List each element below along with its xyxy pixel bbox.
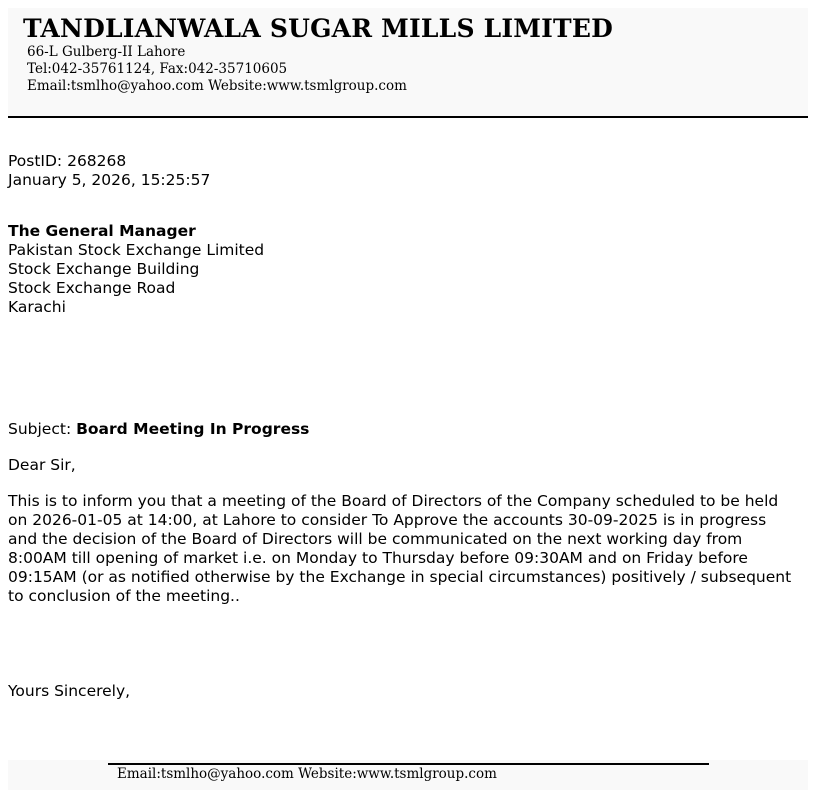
subject-line [8,420,309,439]
footer-contact: Email:tsmlho@yahoo.com Website:www.tsmlgroup.com [117,766,497,782]
addressee-block [8,222,264,317]
salutation: Dear Sir, [8,456,76,474]
header-divider [8,116,808,118]
company-address: 66-L Gulberg-II Lahore [27,44,186,60]
addressee-title: The General Manager [8,222,196,240]
letterhead [8,8,808,116]
company-email-website: Email:tsmlho@yahoo.com Website:www.tsmlgroup.com [27,78,407,94]
addressee-organization: Pakistan Stock Exchange Limited [8,241,265,259]
company-name: TANDLIANWALA SUGAR MILLS LIMITED [23,14,613,43]
addressee-building: Stock Exchange Building [8,260,200,278]
addressee-road: Stock Exchange Road [8,279,176,297]
post-id: PostID: 268268 [8,152,127,170]
subject-text: Board Meeting In Progress [76,420,310,438]
addressee-city: Karachi [8,298,66,316]
footer-divider [108,763,709,765]
post-datetime: January 5, 2026, 15:25:57 [8,171,211,189]
letter-body: This is to inform you that a meeting of the Board of Directors of the Company scheduled to be held on 2026-01-05 at 14:00, at Lahore to consider To Approve the accounts 30-09-2025 is in progress and the decision of the Board of Directors will be communicated on the next working day from 8:00AM till opening of market i.e. on Monday to Thursday before 09:30AM and on Friday before 09:15AM (or as notified otherwise by the Exchange in special circumstances) positively / subsequent to conclusion of the meeting.. [8,492,792,605]
subject-label: Subject: [8,420,77,438]
closing: Yours Sincerely, [8,682,131,700]
company-phone-fax: Tel:042-35761124, Fax:042-35710605 [27,61,288,77]
